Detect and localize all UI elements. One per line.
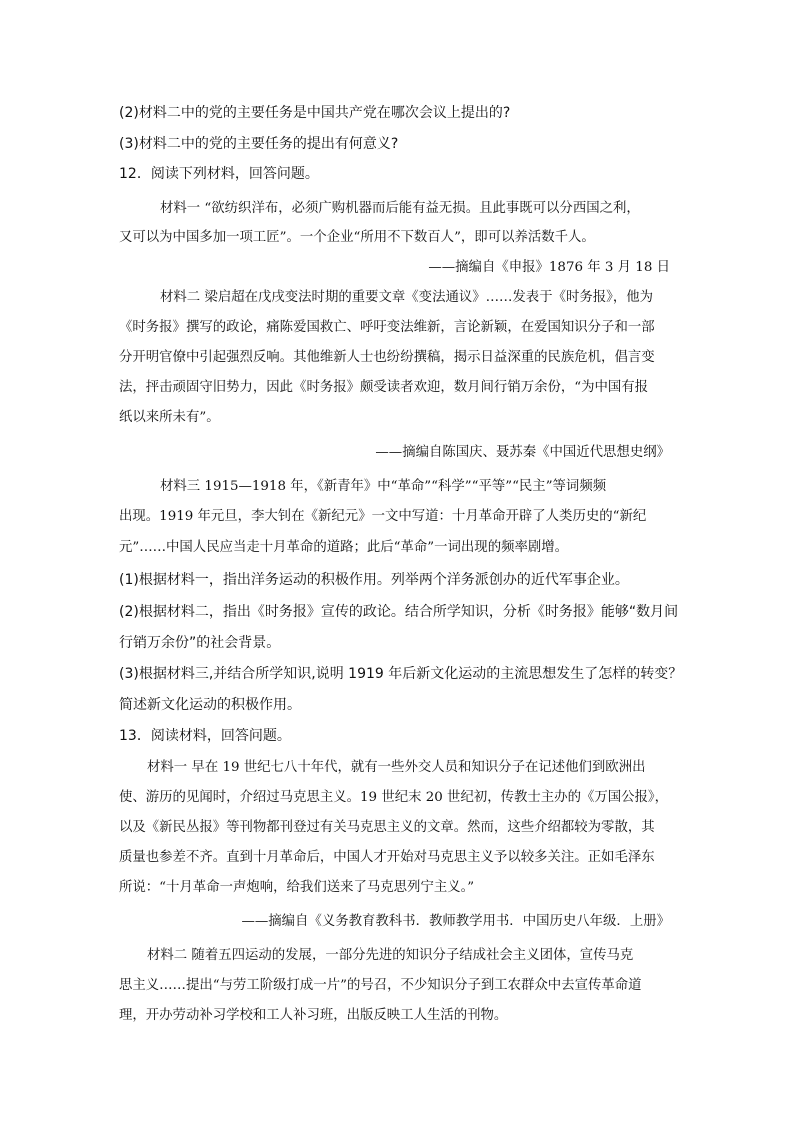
q12-question-3-cont: 简述新文化运动的积极作用。 (119, 697, 301, 713)
q12-material1-line: 又可以为中国多加一项工匠”。一个企业“所用不下数百人”，即可以养活数千人。 (119, 230, 595, 245)
q13-material1-line: 使、游历的见闻时，介绍过马克思主义。19 世纪末 20 世纪初，传教士主办的《万国公报》， (119, 790, 668, 805)
q12-material1-source: ——摘编自《申报》1876 年 3 月 18 日 (428, 260, 670, 275)
q12-question-3: (3)根据材料三,并结合所学知识,说明 1919 年后新文化运动的主流思想发生了怎样的转变？ (119, 666, 683, 682)
q13-material1-line: 所说：“十月革命一声炮响，给我们送来了马克思列宁主义。” (119, 880, 475, 895)
q12-material3-line: 出现。1919 年元旦，李大钊在《新纪元》一文中写道：十月革命开辟了人类历史的“新纪 (119, 509, 647, 524)
q12-material3-line: 材料三 1915—1918 年，《新青年》中“革命”“科学”“平等”“民主”等词频频 (160, 479, 607, 494)
q13-material1-line: 质量也参差不齐。直到十月革命后，中国人才开始对马克思主义予以较多关注。正如毛泽东 (119, 850, 655, 865)
q12-question-2-cont: 行销万余份”的社会背景。 (119, 635, 281, 651)
question-13-heading: 13．阅读材料，回答问题。 (119, 728, 291, 744)
q12-material2-line: 纸以来所未有”。 (119, 410, 220, 425)
q12-material3-line: 元”……中国人民应当走十月革命的道路；此后“革命”一词出现的频率剧增。 (119, 540, 569, 555)
q13-material2-line: 材料二 随着五四运动的发展，一部分先进的知识分子结成社会主义团体，宣传马克 (147, 948, 634, 963)
question-12-heading: 12．阅读下列材料，回答问题。 (119, 166, 319, 182)
q12-material2-line: 分开明官僚中引起强烈反响。其他维新人士也纷纷撰稿，揭示日益深重的民族危机，倡言变 (119, 350, 655, 365)
q12-material2-line: 《时务报》撰写的政论，痛陈爱国救亡、呼吁变法维新，言论新颖，在爱国知识分子和一部 (119, 320, 655, 335)
q12-question-2: (2)根据材料二，指出《时务报》宣传的政论。结合所学知识，分析《时务报》能够“数月间 (119, 604, 679, 620)
q12-material1-line: 材料一 “欲纺织洋布，必须广购机器而后能有益无损。且此事既可以分西国之利， (160, 201, 640, 216)
q12-question-1: (1)根据材料一，指出洋务运动的积极作用。列举两个洋务派创办的近代军事企业。 (119, 572, 629, 588)
q13-material1-line: 以及《新民丛报》等刊物都刊登过有关马克思主义的文章。然而，这些介绍都较为零散，其 (119, 820, 655, 835)
q13-material2-line: 思主义……提出“与劳工阶级打成一片”的号召，不少知识分子到工农群众中去宣传革命道 (119, 978, 642, 993)
q12-material2-line: 法，抨击顽固守旧势力，因此《时务报》颇受读者欢迎，数月间行销万余份，“为中国有报 (119, 380, 649, 395)
q13-material2-line: 理，开办劳动补习学校和工人补习班，出版反映工人生活的刊物。 (119, 1008, 508, 1023)
q13-material1-source: ——摘编自《义务教育教科书．教师教学用书．中国历史八年级．上册》 (241, 914, 670, 929)
question-11-2: (2)材料二中的党的主要任务是中国共产党在哪次会议上提出的? (119, 105, 511, 121)
question-11-3: (3)材料二中的党的主要任务的提出有何意义? (119, 136, 399, 152)
q13-material1-line: 材料一 早在 19 世纪七八十年代，就有一些外交人员和知识分子在记述他们到欧洲出 (147, 760, 646, 775)
q12-material2-source: ——摘编自陈国庆、聂苏秦《中国近代思想史纲》 (375, 445, 670, 460)
q12-material2-line: 材料二 梁启超在戊戌变法时期的重要文章《变法通议》……发表于《时务报》，他为 (160, 290, 654, 305)
